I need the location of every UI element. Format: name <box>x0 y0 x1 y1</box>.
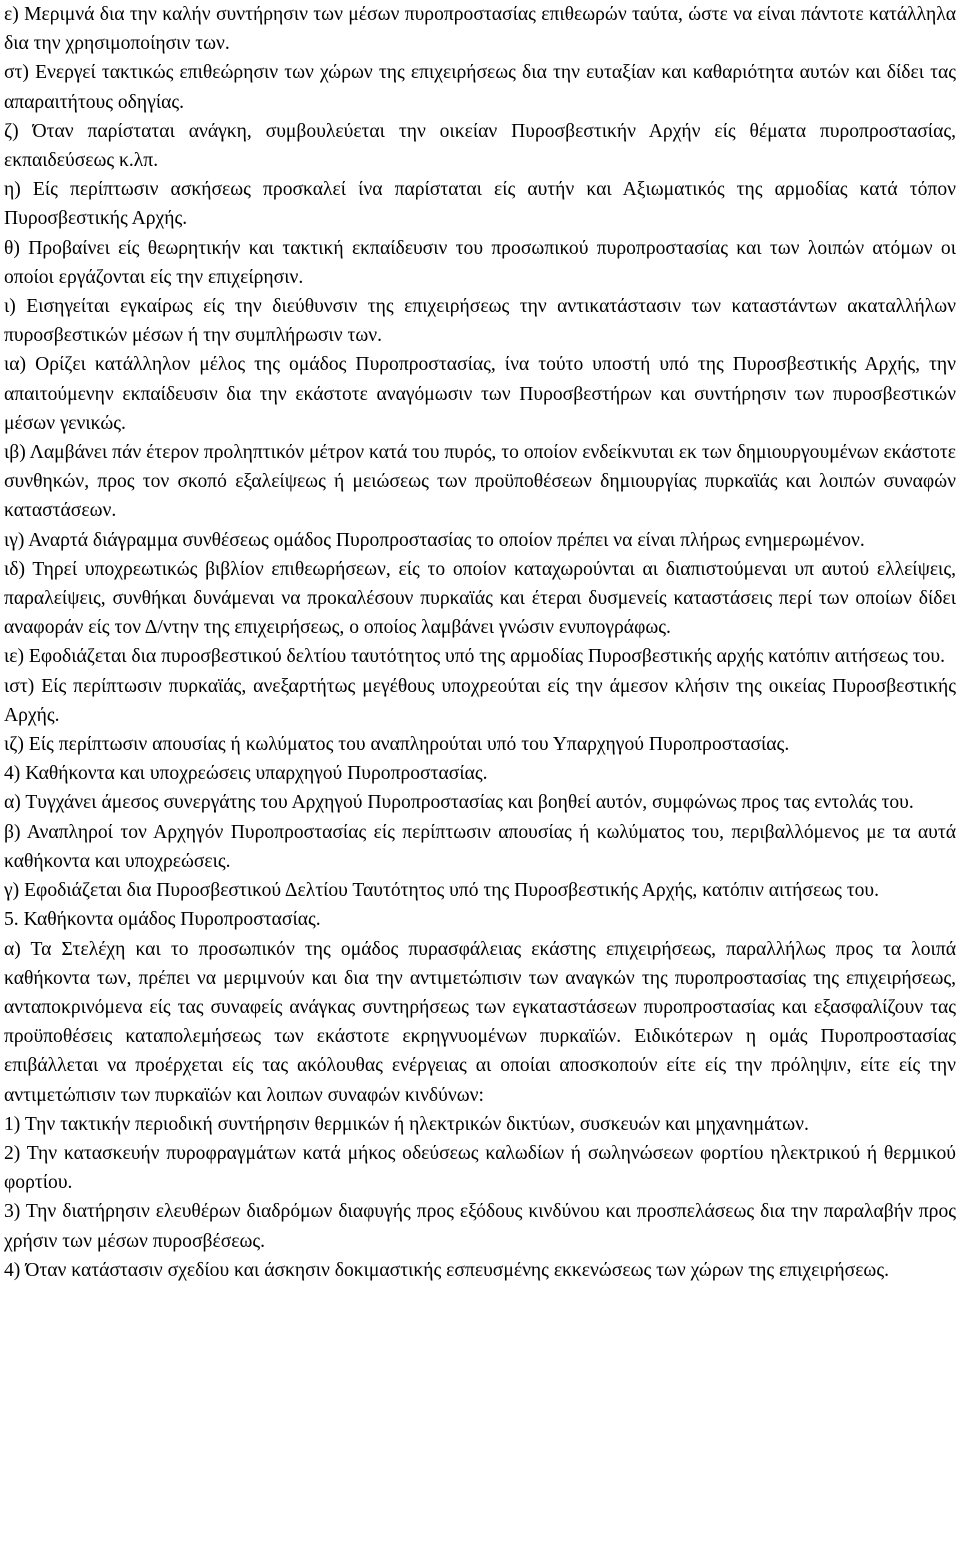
paragraph-item-5a: α) Τα Στελέχη και το προσωπικόν της ομάδος πυρασφάλειας εκάστης επιχειρήσεως, παραλλήλως προς τα λοιπά καθήκοντα των, πρέπει να μεριμνούν και δια την αντιμετώπισιν των αναγκών της πυροπροστασίας της επιχειρήσεως, ανταποκρινόμενα είς τας συναφείς ανάγκας συντηρήσεως των εγκαταστάσεων πυροπροστασίας και εξασφαλίζουν τας προϋποθέσεις καταπολεμήσεως των εκάστοτε εκρηγνυομένων πυρκαϊών. Ειδικότερων η ομάς Πυροπροστασίας επιβάλλεται να προέρχεται είς τας ακόλουθας ενέργειας αι οποίαι αποσκοπούν είτε είς την πρόληψιν, είτε είς την αντιμετώπισιν των πυρκαϊών και λοιπων συναφών κινδύνων: <box>4 938 956 1106</box>
paragraph-item-iz: ιζ) Είς περίπτωσιν απουσίας ή κωλύματος του αναπληρούται υπό του Υπαρχηγού Πυροπροστασίας. <box>4 734 790 756</box>
document-page <box>4 0 956 1285</box>
paragraph-item-iota: ι) Εισηγείται εγκαίρως είς την διεύθυνσιν της επιχειρήσεως την αντικατάστασιν των καταστάντων ακαταλλήλων πυροσβεστικών μέσων ή την συμπλήρωσιν των. <box>4 296 956 347</box>
paragraph-item-ist: ιστ) Είς περίπτωσιν πυρκαϊάς, ανεξαρτήτως μεγέθους υποχρεούται είς την άμεσον κλήσιν της οικείας Πυροσβεστικής Αρχής. <box>4 675 956 726</box>
section-heading-5: 5. Καθήκοντα ομάδος Πυροπροστασίας. <box>4 909 321 931</box>
section-heading-4: 4) Καθήκοντα και υποχρεώσεις υπαρχηγού Πυροπροστασίας. <box>4 763 488 785</box>
paragraph-item-ig: ιγ) Αναρτά διάγραμμα συνθέσεως ομάδος Πυροπροστασίας το οποίον πρέπει να είναι πλήρως ενημερωμένον. <box>4 529 865 551</box>
paragraph-item-e: ε) Μεριμνά δια την καλήν συντήρησιν των μέσων πυροπροστασίας επιθεωρών ταύτα, ώστε να είναι πάντοτε κατάλληλα δια την χρησιμοποίησιν των. <box>4 4 956 55</box>
paragraph-item-z: ζ) Όταν παρίσταται ανάγκη, συμβουλεύεται την οικείαν Πυροσβεστικήν Αρχήν είς θέματα πυροπροστασίας, εκπαιδεύσεως κ.λπ. <box>4 120 956 172</box>
paragraph-item-id: ιδ) Τηρεί υποχρεωτικώς βιβλίον επιθεωρήσεων, είς το οποίον καταχωρούνται αι διαπιστούμεναι υπ αυτού ελλείψεις, παραλείψεις, συνθήκαι δυνάμεναι να προκαλέσουν πυρκαϊάς και έτεραι δυσμενείς καταστάσεις περί των οποίων δίδει αναφοράν είς τον Δ/ντην της επιχειρήσεως, ο οποίος λαμβάνει γνώσιν ενυπογράφως. <box>4 558 956 639</box>
paragraph-item-5-1: 1) Την τακτικήν περιοδική συντήρησιν θερμικών ή ηλεκτρικών δικτύων, συσκευών και μηχανημάτων. <box>4 1113 809 1135</box>
paragraph-item-4b: β) Αναπληροί τον Αρχηγόν Πυροπροστασίας είς περίπτωσιν απουσίας ή κωλύματος του, περιβαλλόμενος με τα αυτά καθήκοντα και υποχρεώσεις. <box>4 821 956 872</box>
paragraph-item-th: θ) Προβαίνει είς θεωρητικήν και τακτική εκπαίδευσιν του προσωπικού πυροπροστασίας και των λοιπών ατόμων οι οποίοι εργάζονται είς την επιχείρησιν. <box>4 237 956 288</box>
paragraph-item-4a: α) Τυγχάνει άμεσος συνεργάτης του Αρχηγού Πυροπροστασίας και βοηθεί αυτόν, συμφώνως προς τας εντολάς του. <box>4 792 914 814</box>
paragraph-item-ib: ιβ) Λαμβάνει πάν έτερον προληπτικόν μέτρον κατά του πυρός, το οποίον ενδείκνυται εκ των δημιουργουμένων εκάστοτε συνθηκών, προς τον σκοπό εξαλείψεως ή μειώσεως των προϋποθέσεων δημιουργίας πυρκαϊάς και λοιπών συναφών καταστάσεων. <box>4 442 956 522</box>
paragraph-item-ie: ιε) Εφοδιάζεται δια πυροσβεστικού δελτίου ταυτότητος υπό της αρμοδίας Πυροσβεστικής αρχής κατόπιν αιτήσεως του. <box>4 646 946 668</box>
paragraph-item-st: στ) Ενεργεί τακτικώς επιθεώρησιν των χώρων της επιχειρήσεως δια την ευταξίαν και καθαριότητα αυτών και δίδει τας απαραιτήτους οδηγίας. <box>4 62 956 113</box>
paragraph-item-5-4: 4) Όταν κατάστασιν σχεδίου και άσκησιν δοκιμαστικής εσπευσμένης εκκενώσεως των χώρων της επιχειρήσεως. <box>4 1259 889 1281</box>
paragraph-item-5-3: 3) Την διατήρησιν ελευθέρων διαδρόμων διαφυγής προς εξόδους κινδύνου και προσπελάσεως δια την παραλαβήν προς χρήσιν των μέσων πυροσβέσεως. <box>4 1201 956 1252</box>
paragraph-item-ia: ια) Ορίζει κατάλληλον μέλος της ομάδος Πυροπροστασίας, ίνα τούτο υποστή υπό της Πυροσβεστικής Αρχής, την απαιτούμενην εκπαίδευσιν δια την εκάστοτε αναγόμωσιν των Πυροσβεστήρων και συντήρησιν των πυροσβεστικών μέσων γενικώς. <box>4 354 956 434</box>
paragraph-item-5-2: 2) Την κατασκευήν πυροφραγμάτων κατά μήκος οδεύσεως καλωδίων ή σωληνώσεων φορτίου ηλεκτρικού ή θερμικού φορτίου. <box>4 1142 956 1194</box>
paragraph-item-4g: γ) Εφοδιάζεται δια Πυροσβεστικού Δελτίου Ταυτότητος υπό της Πυροσβεστικής Αρχής, κατόπιν αιτήσεως του. <box>4 880 880 902</box>
paragraph-item-i: η) Είς περίπτωσιν ασκήσεως προσκαλεί ίνα παρίσταται είς αυτήν και Αξιωματικός της αρμοδίας κατά τόπον Πυροσβεστικής Αρχής. <box>4 179 956 230</box>
